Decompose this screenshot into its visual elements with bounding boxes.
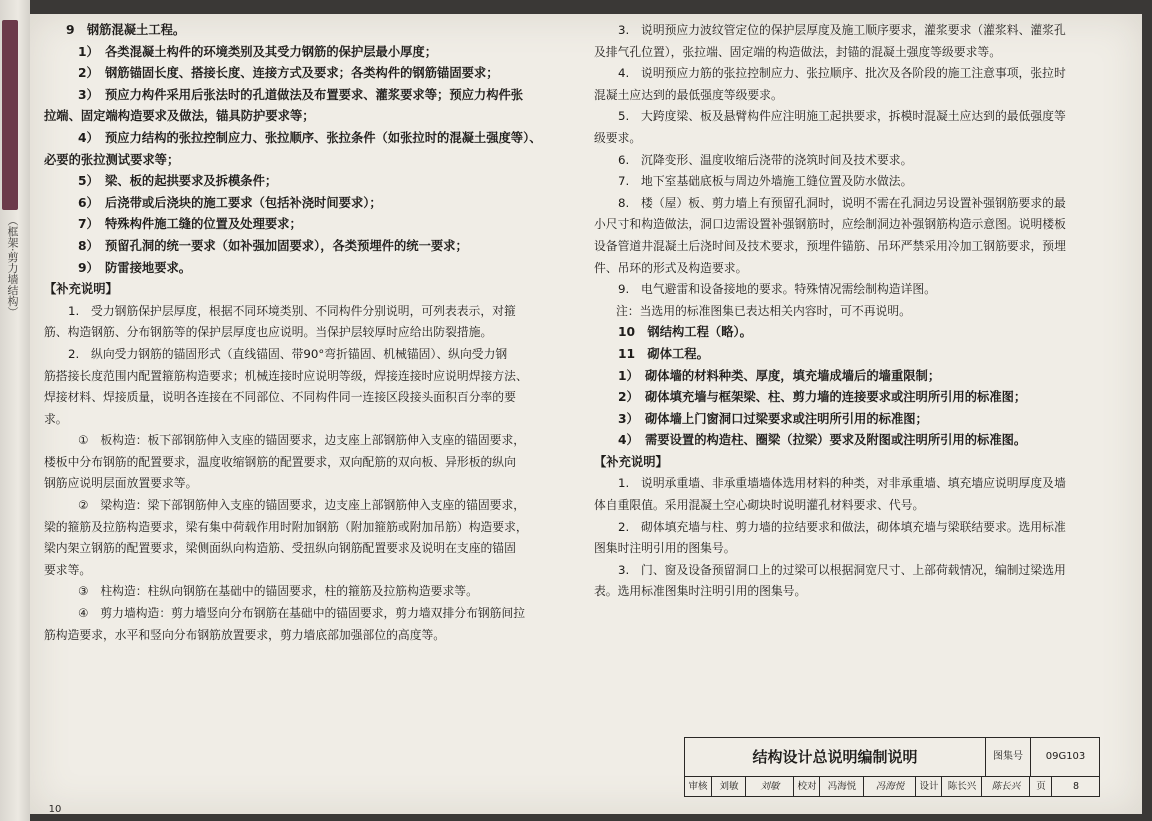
design-name: 陈长兴 bbox=[941, 777, 982, 796]
text-line: 表。选用标准图集时注明引用的图集号。 bbox=[594, 584, 807, 599]
text-line: 7） 特殊构件施工缝的位置及处理要求； bbox=[78, 217, 302, 232]
spine-tab bbox=[2, 20, 18, 210]
text-line: ② 梁构造：梁下部钢筋伸入支座的锚固要求，边支座上部钢筋伸入支座的锚固要求， bbox=[78, 498, 526, 513]
text-line: ④ 剪力墙构造：剪力墙竖向分布钢筋在基础中的锚固要求，剪力墙双排分布钢筋间拉 bbox=[78, 606, 526, 621]
spine-label: （框架·剪力墙结构） bbox=[6, 215, 19, 318]
text-line: 件、吊环的形式及构造要求。 bbox=[594, 260, 748, 275]
text-line: 梁的箍筋及拉筋构造要求，梁有集中荷载作用时附加钢筋（附加箍筋或附加吊筋）构造要求， bbox=[44, 519, 528, 534]
text-line: 8. 楼（屋）板、剪力墙上有预留孔洞时，说明不需在孔洞边另设置补强钢筋要求的最 bbox=[618, 195, 1066, 210]
text-line: 焊接材料、焊接质量，说明各连接在不同部位、不同构件同一连接区段接头面积百分率的要 bbox=[44, 390, 516, 405]
right-column bbox=[594, 20, 1104, 603]
document-page bbox=[30, 14, 1142, 814]
text-line: 2） 砌体填充墙与框架梁、柱、剪力墙的连接要求或注明所引用的标准图； bbox=[618, 390, 1027, 405]
text-line: 4） 预应力结构的张拉控制应力、张拉顺序、张拉条件（如张拉时的混凝土强度等）、 bbox=[78, 130, 542, 145]
text-line: 1） 各类混凝土构件的环境类别及其受力钢筋的保护层最小厚度； bbox=[78, 44, 438, 59]
text-line: 6） 后浇带或后浇块的施工要求（包括补浇时间要求）； bbox=[78, 195, 382, 210]
text-line: 1. 说明承重墙、非承重墙墙体选用材料的种类，对非承重墙、填充墙应说明厚度及墙 bbox=[618, 476, 1066, 491]
design-label: 设计 bbox=[915, 777, 942, 796]
text-line: 筋、构造钢筋、分布钢筋等的保护层厚度也应说明。当保护层较厚时应给出防裂措施。 bbox=[44, 325, 493, 340]
text-line: 【补充说明】 bbox=[44, 282, 118, 297]
text-line: 7. 地下室基础底板与周边外墙施工缝位置及防水做法。 bbox=[618, 174, 913, 189]
review-signature: 刘敏 bbox=[745, 777, 794, 796]
text-line: 5） 梁、板的起拱要求及拆模条件； bbox=[78, 174, 278, 189]
review-name: 刘敏 bbox=[711, 777, 746, 796]
text-line: ① 板构造：板下部钢筋伸入支座的锚固要求，边支座上部钢筋伸入支座的锚固要求， bbox=[78, 433, 526, 448]
text-line: 1. 受力钢筋保护层厚度，根据不同环境类别、不同构件分别说明，可列表表示，对箍 bbox=[68, 303, 516, 318]
page-label: 页 bbox=[1029, 777, 1052, 796]
text-line: 2. 砌体填充墙与柱、剪力墙的拉结要求和做法，砌体填充墙与梁联结要求。选用标准 bbox=[618, 519, 1066, 534]
text-line: 筋构造要求，水平和竖向分布钢筋放置要求，剪力墙底部加强部位的高度等。 bbox=[44, 627, 446, 642]
text-line: 11 砌体工程。 bbox=[618, 346, 709, 361]
text-line: 必要的张拉测试要求等； bbox=[44, 152, 180, 167]
text-line: 8） 预留孔洞的统一要求（如补强加固要求），各类预埋件的统一要求； bbox=[78, 238, 468, 253]
text-line: ③ 柱构造：柱纵向钢筋在基础中的锚固要求，柱的箍筋及拉筋构造要求等。 bbox=[78, 584, 478, 599]
sheet-page-number: 8 bbox=[1051, 777, 1100, 796]
text-line: 楼板中分布钢筋的配置要求，温度收缩钢筋的配置要求，双向配筋的双向板、异形板的纵向 bbox=[44, 454, 516, 469]
text-line: 要求等。 bbox=[44, 562, 92, 577]
atlas-number: 09G103 bbox=[1030, 738, 1100, 776]
text-line: 梁内架立钢筋的配置要求，梁侧面纵向构造筋、受扭纵向钢筋配置要求及说明在支座的锚固 bbox=[44, 541, 516, 556]
text-line: 5. 大跨度梁、板及悬臂构件应注明施工起拱要求，拆模时混凝土应达到的最低强度等 bbox=[618, 109, 1066, 124]
title-block-row-2 bbox=[685, 777, 1099, 796]
text-line: 3. 说明预应力波纹管定位的保护层厚度及施工顺序要求，灌浆要求（灌浆料、灌浆孔 bbox=[618, 23, 1066, 37]
check-name: 冯海悦 bbox=[819, 777, 864, 796]
text-line: 注：当选用的标准图集已表达相关内容时，可不再说明。 bbox=[616, 303, 911, 318]
design-signature: 陈长兴 bbox=[981, 777, 1030, 796]
text-line: 小尺寸和构造做法，洞口边需设置补强钢筋时，应绘制洞边补强钢筋构造示意图。说明楼板 bbox=[594, 217, 1066, 232]
text-line: 3. 门、窗及设备预留洞口上的过梁可以根据洞宽尺寸、上部荷载情况，编制过梁选用 bbox=[618, 562, 1066, 577]
text-line: 求。 bbox=[44, 411, 68, 426]
check-label: 校对 bbox=[793, 777, 820, 796]
check-signature: 冯海悦 bbox=[863, 777, 916, 796]
text-line: 10 钢结构工程（略）。 bbox=[618, 325, 752, 340]
text-line: 9 钢筋混凝土工程。 bbox=[66, 23, 186, 37]
text-line: 9. 电气避雷和设备接地的要求。特殊情况需绘制构造详图。 bbox=[618, 282, 936, 297]
review-label: 审核 bbox=[688, 781, 708, 792]
text-line: 级要求。 bbox=[594, 130, 642, 145]
text-line: 拉端、固定端构造要求及做法，锚具防护要求等； bbox=[44, 109, 315, 124]
text-line: 设备管道井混凝土后浇时间及技术要求，预埋件锚筋、吊环严禁采用冷加工钢筋要求，预埋 bbox=[594, 238, 1066, 253]
title-block-row-1 bbox=[685, 738, 1099, 777]
text-line: 9） 防雷接地要求。 bbox=[78, 260, 192, 275]
text-line: 1） 砌体墙的材料种类、厚度，填充墙成墙后的墙重限制； bbox=[618, 368, 941, 383]
page-content bbox=[44, 20, 1132, 814]
text-line: 2） 钢筋锚固长度、搭接长度、连接方式及要求；各类构件的钢筋锚固要求； bbox=[78, 66, 499, 81]
text-line: 体自重限值。采用混凝土空心砌块时说明灌孔材料要求、代号。 bbox=[594, 498, 925, 513]
book-binding bbox=[0, 0, 30, 821]
text-line: 3） 砌体墙上门窗洞口过梁要求或注明所引用的标准图； bbox=[618, 411, 928, 426]
text-line: 6. 沉降变形、温度收缩后浇带的浇筑时间及技术要求。 bbox=[618, 152, 913, 167]
text-line: 筋搭接长度范围内配置箍筋构造要求；机械连接时应说明等级，焊接连接时应说明焊接方法、 bbox=[44, 368, 528, 383]
text-line: 及排气孔位置），张拉端、固定端的构造做法，封锚的混凝土强度等级要求等。 bbox=[594, 44, 1001, 59]
text-line: 图集时注明引用的图集号。 bbox=[594, 541, 736, 556]
page-number: 10 bbox=[48, 804, 62, 815]
drawing-title: 结构设计总说明编制说明 bbox=[752, 748, 918, 766]
text-line: 钢筋应说明层面放置要求等。 bbox=[44, 476, 198, 491]
title-block bbox=[684, 737, 1100, 797]
text-line: 3） 预应力构件采用后张法时的孔道做法及布置要求、灌浆要求等；预应力构件张 bbox=[78, 87, 524, 102]
text-line: 混凝土应达到的最低强度等级要求。 bbox=[594, 87, 783, 102]
text-line: 【补充说明】 bbox=[594, 454, 668, 469]
text-line: 2. 纵向受力钢筋的锚固形式（直线锚固、带90°弯折锚固、机械锚固）、纵向受力钢 bbox=[68, 346, 508, 361]
text-line: 4） 需要设置的构造柱、圈梁（拉梁）要求及附图或注明所引用的标准图。 bbox=[618, 433, 1027, 448]
text-line: 4. 说明预应力筋的张拉控制应力、张拉顺序、批次及各阶段的施工注意事项，张拉时 bbox=[618, 66, 1066, 81]
left-column bbox=[44, 20, 564, 646]
atlas-number-label: 图集号 bbox=[985, 738, 1030, 776]
